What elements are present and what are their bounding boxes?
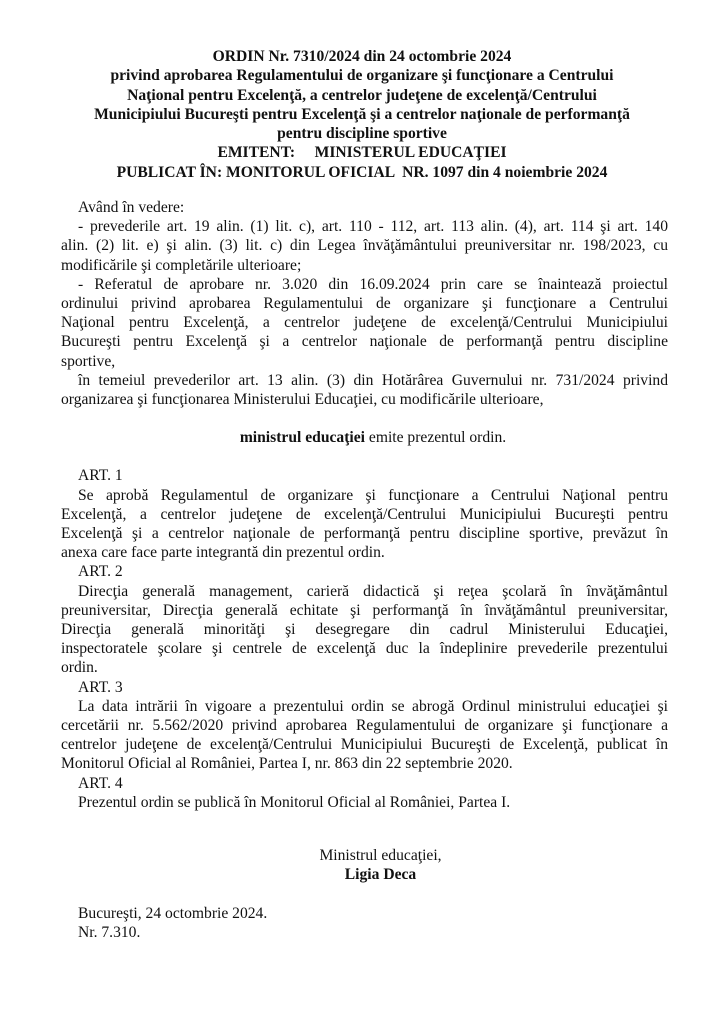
order-subject-line: privind aprobarea Regulamentului de organizare şi funcţionare a Centrului (110, 67, 614, 85)
preamble-item-line: modificările şi completările ulterioare; (61, 256, 302, 274)
article-label: ART. 2 (78, 563, 123, 581)
preamble-item-line: - Referatul de aprobare nr. 3.020 din 16.09.2024 prin care se înaintează proiectul (78, 275, 668, 293)
preamble-item-line: organizarea şi funcţionarea Ministerului Educaţiei, cu modificările ulterioare, (61, 391, 544, 409)
order-subject-line: Naţional pentru Excelenţă, a centrelor judeţene de excelenţă/Centrului (127, 86, 597, 104)
article-line: Se aprobă Regulamentul de organizare şi funcţionare a Centrului Naţional pentru (78, 486, 668, 504)
article-line: inspectoratele şcolare şi centrele de excelenţă duc la îndeplinire prevederile prezentului (61, 640, 668, 658)
published-in-line: PUBLICAT ÎN: MONITORUL OFICIAL NR. 1097 din 4 noiembrie 2024 (116, 163, 608, 181)
signature-block (0, 846, 724, 885)
article-label: ART. 1 (78, 467, 123, 485)
preamble-item-line: alin. (2) lit. e) şi alin. (3) lit. c) din Legea învăţământului preuniversitar nr. 198/2023, cu (61, 237, 668, 255)
article-label: ART. 3 (78, 678, 123, 696)
document-body (61, 198, 668, 812)
preamble-intro: Având în vedere: (78, 199, 185, 216)
preamble-item-line: Bucureşti pentru Excelenţă şi a centrelor naţionale de performanţă pentru discipline (61, 333, 668, 351)
order-title: ORDIN Nr. 7310/2024 din 24 octombrie 2024 (212, 48, 512, 65)
article-1 (61, 466, 668, 562)
article-label: ART. 4 (78, 774, 123, 792)
article-line: Monitorul Oficial al României, Partea I, nr. 863 din 22 septembrie 2020. (61, 755, 513, 773)
preamble-item-line: ordinului privind aprobarea Regulamentului de organizare şi funcţionare a Centrului (61, 295, 668, 313)
order-number: Nr. 7.310. (78, 924, 141, 942)
emits-statement (78, 428, 668, 447)
article-4 (78, 774, 668, 812)
article-line: preuniversitar, Direcţia generală echitate şi performanţă în învăţământul preuniversitar, (61, 601, 668, 619)
signatory-title: Ministrul educaţiei, (319, 847, 442, 864)
preamble-item-line: sportive, (61, 352, 116, 370)
preamble-item-line: în temeiul prevederilor art. 13 alin. (3) din Hotărârea Guvernului nr. 731/2024 privind (78, 371, 668, 389)
document-header (40, 47, 684, 182)
place-date: Bucureşti, 24 octombrie 2024. (78, 905, 268, 922)
article-line: ordin. (61, 659, 98, 677)
preamble-item-line: - prevederile art. 19 alin. (1) lit. c), art. 110 - 112, art. 113 alin. (4), art. 114 şi art. 140 (78, 218, 668, 236)
article-3 (61, 678, 668, 774)
issuer-line: EMITENT: MINISTERUL EDUCAŢIEI (217, 144, 507, 162)
preamble (61, 198, 668, 409)
article-line: cercetării nr. 5.562/2020 privind aprobarea Regulamentului de organizare şi funcţionare a (61, 717, 668, 735)
article-line: centrelor judeţene de excelenţă/Centrului Municipiului Bucureşti de Excelenţă, publicat în (61, 736, 668, 754)
order-subject-line: pentru discipline sportive (277, 125, 447, 143)
emits-text: emite prezentul ordin. (365, 429, 507, 447)
article-line: Direcţia generală minorităţi şi desegregare din cadrul Ministerului Educaţiei, (61, 621, 668, 639)
article-line: La data intrării în vigoare a prezentului ordin se abrogă Ordinul ministrului educaţiei şi (78, 697, 668, 715)
preamble-item-line: Naţional pentru Excelenţă, a centrelor judeţene de excelenţă/Centrului Municipiului (61, 314, 668, 332)
article-2 (61, 562, 668, 677)
article-line: Prezentul ordin se publică în Monitorul Oficial al României, Partea I. (78, 793, 511, 811)
article-line: Direcţia generală management, carieră didactică şi reţea şcolară în învăţământul (78, 582, 668, 600)
article-line: Excelenţă, a centrelor judeţene de excelenţă/Centrului Municipiului Bucureşti pentru (61, 505, 668, 523)
order-subject-line: Municipiului Bucureşti pentru Excelenţă şi a centrelor naţionale de performanţă (94, 105, 630, 123)
emits-subject: ministrul educaţiei (239, 429, 365, 447)
article-line: Excelenţă şi a centrelor naţionale de performanţă pentru discipline sportive, prevăzut în (61, 525, 668, 543)
document-footer (78, 904, 267, 943)
article-line: anexa care face parte integrantă din prezentul ordin. (61, 544, 385, 562)
signatory-name: Ligia Deca (344, 866, 417, 884)
